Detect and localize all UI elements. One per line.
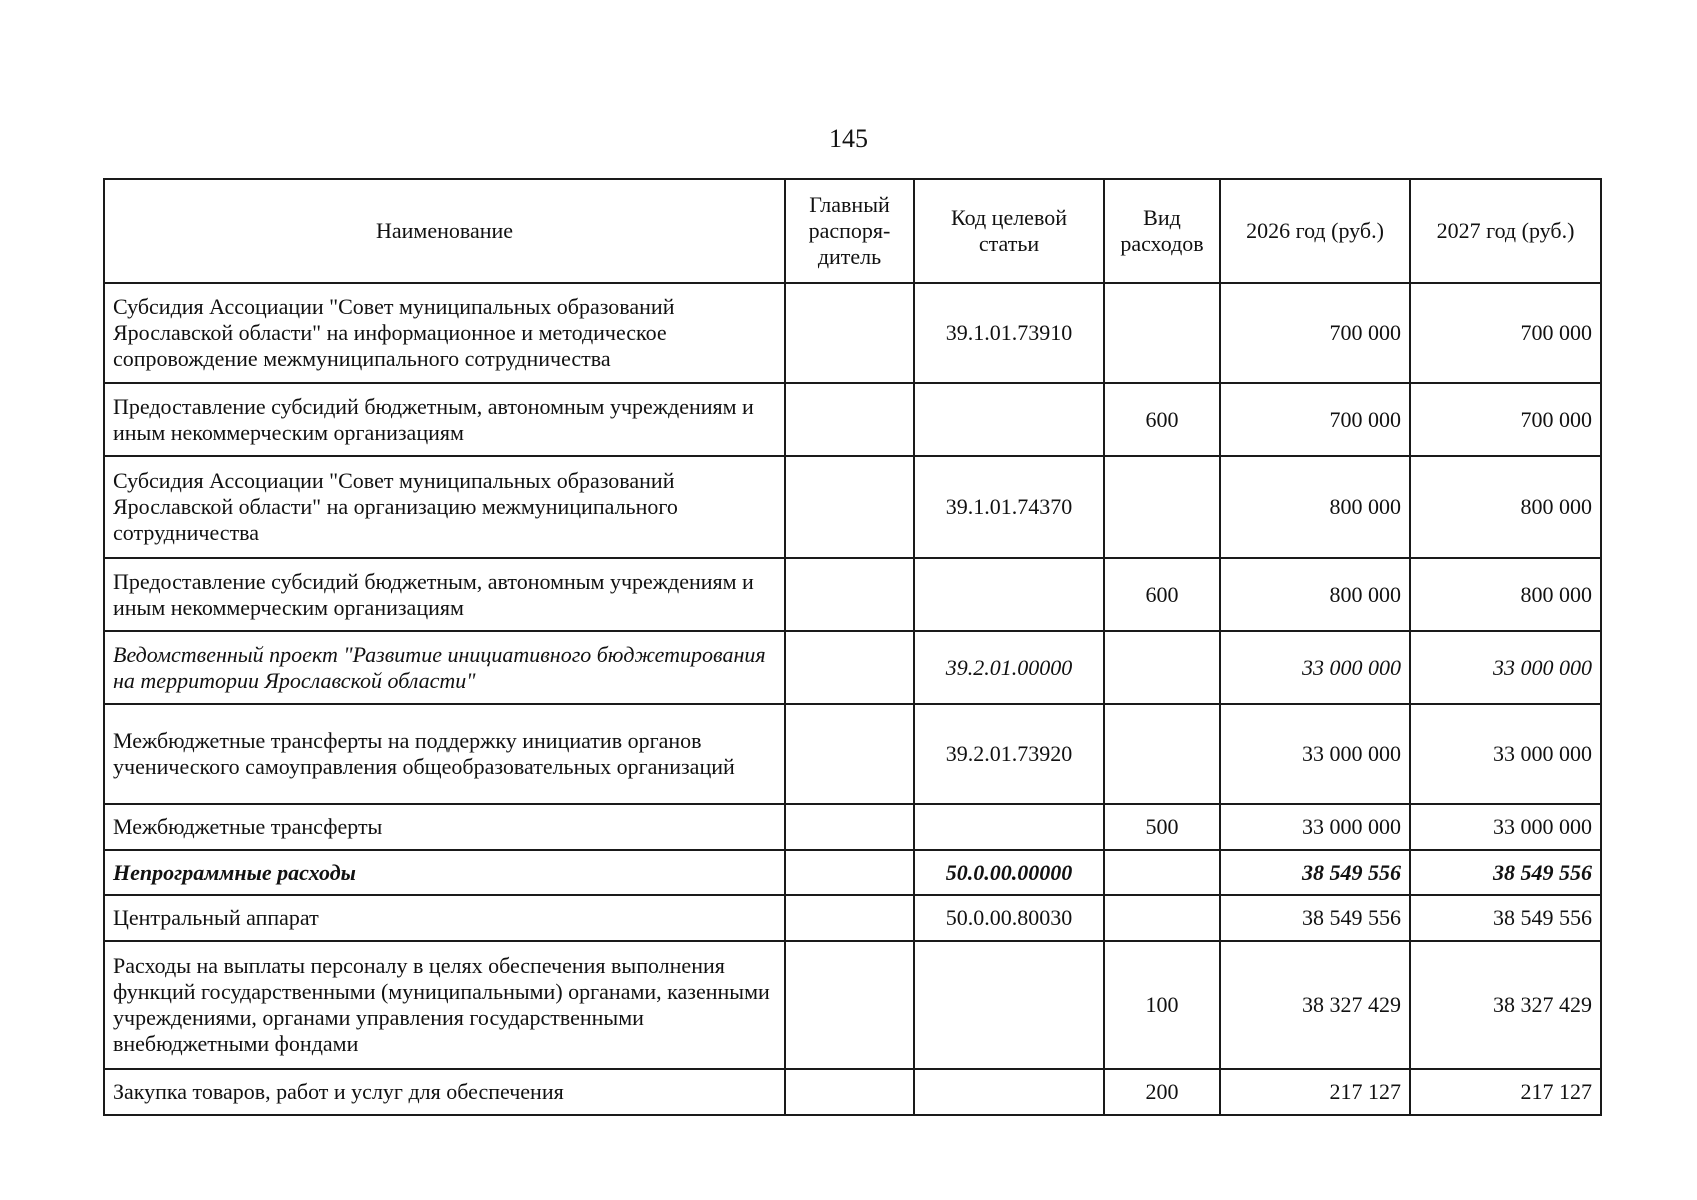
cell-name: Ведомственный проект "Развитие инициативного бюджетирования на территории Ярославской области" (104, 631, 785, 704)
cell-type: 100 (1104, 941, 1220, 1069)
cell-name: Расходы на выплаты персоналу в целях обеспечения выполнения функций государственными (муниципальными) органами, казенными учреждениями, органами управления государственными внебюджетными фондами (104, 941, 785, 1069)
cell-code: 39.2.01.00000 (914, 631, 1104, 704)
table-row (104, 1069, 1601, 1115)
cell-2026: 33 000 000 (1220, 704, 1410, 804)
header-type: Вид расходов (1104, 179, 1220, 283)
table-row (104, 383, 1601, 456)
cell-code: 39.2.01.73920 (914, 704, 1104, 804)
cell-2027: 217 127 (1410, 1069, 1601, 1115)
cell-2027: 700 000 (1410, 283, 1601, 383)
table-row (104, 704, 1601, 804)
cell-code (914, 558, 1104, 631)
header-name: Наименование (104, 179, 785, 283)
cell-2026: 217 127 (1220, 1069, 1410, 1115)
cell-code: 50.0.00.00000 (914, 850, 1104, 895)
cell-2026: 33 000 000 (1220, 804, 1410, 850)
cell-admin (785, 283, 914, 383)
cell-code: 50.0.00.80030 (914, 895, 1104, 941)
cell-2026: 38 549 556 (1220, 850, 1410, 895)
cell-name: Закупка товаров, работ и услуг для обеспечения (104, 1069, 785, 1115)
cell-admin (785, 456, 914, 558)
cell-admin (785, 941, 914, 1069)
cell-admin (785, 895, 914, 941)
table-row (104, 456, 1601, 558)
cell-2026: 700 000 (1220, 383, 1410, 456)
cell-2027: 800 000 (1410, 456, 1601, 558)
cell-type: 200 (1104, 1069, 1220, 1115)
cell-admin (785, 804, 914, 850)
cell-code (914, 941, 1104, 1069)
table-row (104, 804, 1601, 850)
cell-type: 600 (1104, 558, 1220, 631)
cell-name: Непрограммные расходы (104, 850, 785, 895)
cell-2027: 38 549 556 (1410, 895, 1601, 941)
cell-admin (785, 558, 914, 631)
table-row (104, 941, 1601, 1069)
cell-name: Предоставление субсидий бюджетным, автономным учреждениям и иным некоммерческим организациям (104, 558, 785, 631)
cell-code (914, 383, 1104, 456)
table-row (104, 558, 1601, 631)
cell-admin (785, 704, 914, 804)
cell-admin (785, 1069, 914, 1115)
cell-admin (785, 631, 914, 704)
cell-2027: 800 000 (1410, 558, 1601, 631)
cell-name: Субсидия Ассоциации "Совет муниципальных образований Ярославской области" на организацию межмуниципального сотрудничества (104, 456, 785, 558)
cell-type (1104, 456, 1220, 558)
cell-code (914, 1069, 1104, 1115)
cell-2027: 38 327 429 (1410, 941, 1601, 1069)
table-row (104, 631, 1601, 704)
cell-type (1104, 895, 1220, 941)
cell-2027: 33 000 000 (1410, 631, 1601, 704)
cell-2026: 38 327 429 (1220, 941, 1410, 1069)
cell-admin (785, 850, 914, 895)
cell-2026: 33 000 000 (1220, 631, 1410, 704)
cell-type: 500 (1104, 804, 1220, 850)
cell-2026: 800 000 (1220, 456, 1410, 558)
header-2026: 2026 год (руб.) (1220, 179, 1410, 283)
cell-name: Межбюджетные трансферты на поддержку инициатив органов ученического самоуправления общеобразовательных организаций (104, 704, 785, 804)
cell-2027: 700 000 (1410, 383, 1601, 456)
cell-name: Межбюджетные трансферты (104, 804, 785, 850)
table-row (104, 850, 1601, 895)
cell-code: 39.1.01.74370 (914, 456, 1104, 558)
cell-2026: 800 000 (1220, 558, 1410, 631)
cell-type (1104, 283, 1220, 383)
cell-name: Центральный аппарат (104, 895, 785, 941)
cell-2026: 700 000 (1220, 283, 1410, 383)
header-code: Код целевой статьи (914, 179, 1104, 283)
table-row (104, 283, 1601, 383)
cell-type: 600 (1104, 383, 1220, 456)
cell-name: Субсидия Ассоциации "Совет муниципальных образований Ярославской области" на информационное и методическое сопровождение межмуниципального сотрудничества (104, 283, 785, 383)
cell-2027: 33 000 000 (1410, 804, 1601, 850)
cell-code (914, 804, 1104, 850)
header-admin: Главный распоря-дитель (785, 179, 914, 283)
page-number: 145 (829, 124, 868, 153)
cell-2027: 38 549 556 (1410, 850, 1601, 895)
cell-code: 39.1.01.73910 (914, 283, 1104, 383)
cell-type (1104, 850, 1220, 895)
table-header-row (104, 179, 1601, 283)
cell-admin (785, 383, 914, 456)
cell-name: Предоставление субсидий бюджетным, автономным учреждениям и иным некоммерческим организациям (104, 383, 785, 456)
cell-2027: 33 000 000 (1410, 704, 1601, 804)
cell-type (1104, 704, 1220, 804)
header-2027: 2027 год (руб.) (1410, 179, 1601, 283)
cell-type (1104, 631, 1220, 704)
cell-2026: 38 549 556 (1220, 895, 1410, 941)
budget-table (103, 178, 1602, 1116)
table-row (104, 895, 1601, 941)
